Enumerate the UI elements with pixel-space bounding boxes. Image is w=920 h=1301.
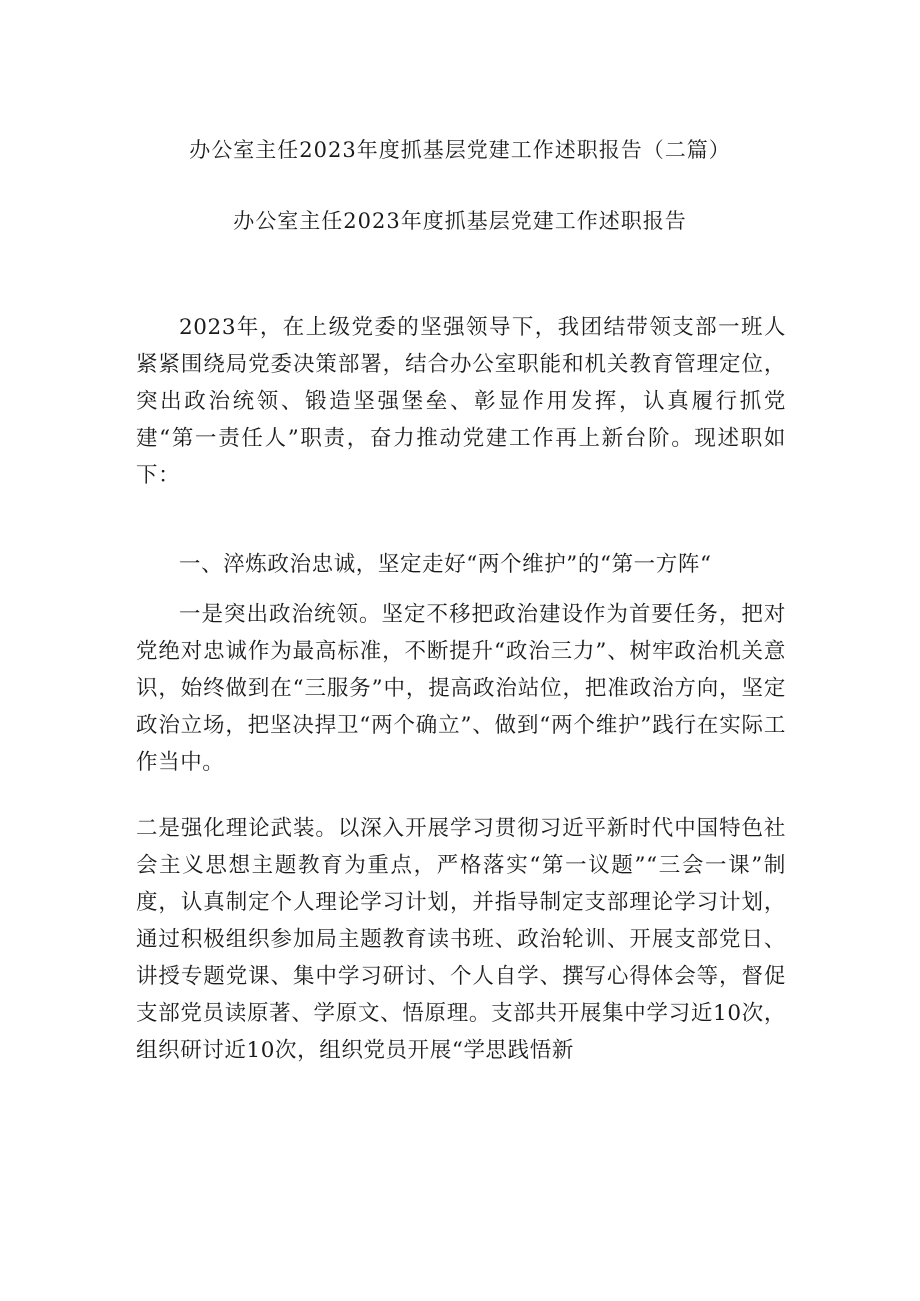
document-subtitle: 办公室主任2023年度抓基层党建工作述职报告 (233, 209, 687, 233)
section-heading-1: 一、淬炼政治忠诚，坚定走好“两个维护”的“第一方阵“ (179, 552, 712, 577)
paragraph-intro: 2023年，在上级党委的坚强领导下，我团结带领支部一班人紧紧围绕局党委决策部署，结合办公室职能和机关教育管理定位，突出政治统领、锻造坚强堡垒、彰显作用发挥，认真履行抓党建“第一责任人”职责，奋力推动党建工作再上新台阶。现述职如下： (136, 315, 786, 488)
document-title: 办公室主任2023年度抓基层党建工作述职报告（二篇） (189, 138, 731, 162)
paragraph-political-leadership: 一是突出政治统领。坚定不移把政治建设作为首要任务，把对党绝对忠诚作为最高标准，不断提升“政治三力”、树牢政治机关意识，始终做到在“三服务”中，提高政治站位，把准政治方向，坚定政治立场，把坚决捍卫“两个确立”、做到“两个维护”践行在实际工作当中。 (136, 602, 786, 775)
paragraph-theory-study: 二是强化理论武装。以深入开展学习贯彻习近平新时代中国特色社会主义思想主题教育为重点，严格落实“第一议题”“三会一课”制度，认真制定个人理论学习计划，并指导制定支部理论学习计划，通过积极组织参加局主题教育读书班、政治轮训、开展支部党日、讲授专题党课、集中学习研讨、个人自学、撰写心得体会等，督促支部党员读原著、学原文、悟原理。支部共开展集中学习近10次，组织研讨近10次，组织党员开展“学思践悟新 (136, 816, 786, 1063)
